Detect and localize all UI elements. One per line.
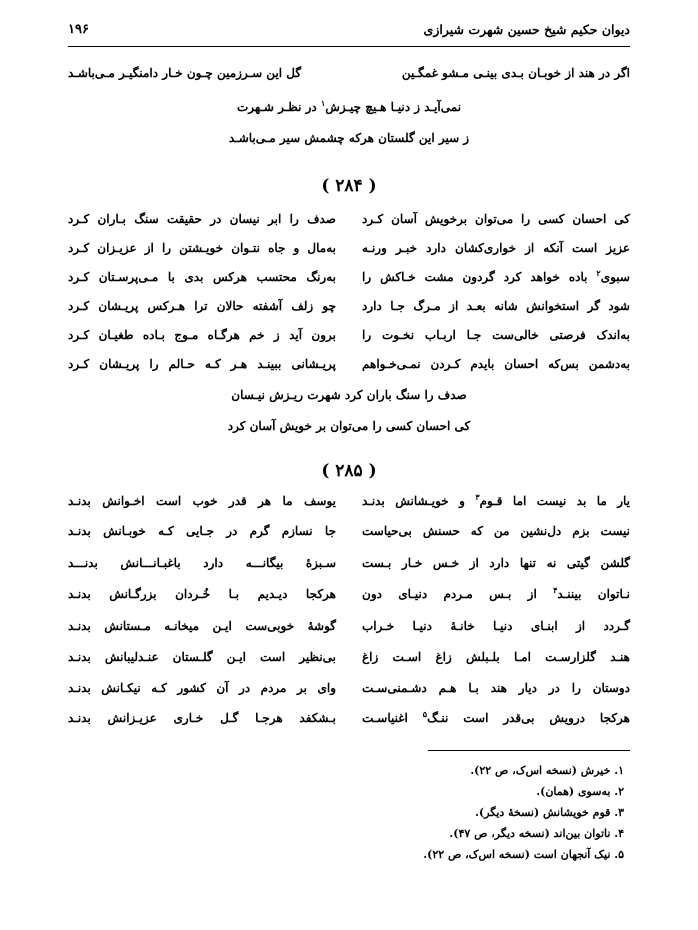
hemistich-right: کی احسان کسی را می‌توان برخویش آسان کـرد (362, 212, 630, 226)
poem-number-284: ( ۲۸۴ ) (321, 176, 377, 196)
hemistich-left: برون آید ز خم هرگـاه مـوج بـاده طغیـان کـرد (68, 328, 336, 342)
bayt (68, 241, 630, 261)
intro-bayt-1 (68, 66, 630, 86)
page-number: ۱۹۶ (68, 22, 89, 37)
hemistich-left: صدف را ابر نیسان در حقیقت سنگ بـاران کـرد (68, 212, 336, 226)
hemistich-left: گوشهٔ خوبی‌ست ایـن میخانـه مـستانش بدنـد (68, 619, 336, 633)
hemistich-left: به‌مال و جاه نتـوان خویـشتن را از عزیـزان کـرد (68, 241, 336, 255)
hemistich-right: هرکجا درویش بی‌قدر است ننـگ$^۵$ اغنیاسـت (362, 709, 630, 725)
hemistich-left: بـشکفد هرجـا گـل خـاری عزیـزانش بدنـد (68, 711, 336, 725)
footnote: ۱. خیرش (نسخه اس‌ک، ص ۲۲). (470, 764, 624, 777)
hemistich-right: گلشن گیتی نه تنها دارد از خـس خـار بـست (362, 556, 630, 570)
footnote-ref: ۳ (475, 492, 480, 502)
bayt (68, 494, 630, 514)
hemistich-right: شود گر استخوانش شانه بعـد از مـرگ جـا دارد (362, 299, 630, 313)
footnote: ۴. ناتوان بین‌اند (نسخه دیگر، ص ۴۷). (449, 827, 624, 840)
intro-line-2: نمی‌آیـد ز دنیـا هـیچ چیـزش$^۱$ در نظـر شـهرت (236, 98, 462, 114)
bayt (68, 556, 630, 576)
bayt (68, 357, 630, 377)
bayt (68, 650, 630, 670)
footnote-ref: ۱ (320, 98, 326, 108)
closing-line-2: کی احسان کسی را می‌توان بر خویش آسان کرد (227, 419, 471, 433)
hemistich-left: هرکجا دیـدیم بـا خُـردان بزرگـانش بدنـد (68, 587, 336, 601)
hemistich-right: یار ما بد نیست اما قـوم$^۳$ و خویـشانش بدنـد (362, 492, 630, 508)
book-title: دیوان حکیم شیخ حسین شهرت شیرازی (423, 22, 630, 37)
bayt (68, 524, 630, 544)
hemistich-right: نیست بزم دل‌نشین من که حسنش بی‌حیاست (362, 524, 630, 538)
hemistich-left: پریـشانی ببینـد هـر کـه حـالم را پریـشان کـرد (68, 357, 336, 371)
hemistich-right: دوستان را در دیار هند بـا هـم دشـمنی‌سـت (362, 681, 630, 695)
page-header (68, 22, 630, 47)
footnote: ۳. قوم خویشانش (نسخهٔ دیگر). (475, 806, 624, 819)
hemistich-left: به‌رنگ محتسب هرکس بدی با مـی‌پرسـتان کـرد (68, 270, 336, 284)
hemistich-left: یوسف ما هر قدر خوب است اخـوانش بدنـد (68, 494, 336, 508)
hemistich-right: نـاتوان بیننـد$^۴$ از بـس مـردم دنیـای دون (362, 585, 630, 601)
bayt (68, 587, 630, 607)
footnote: ۵. نیک آنجهان است (نسخه اس‌ک، ص ۲۲). (423, 848, 624, 861)
hemistich-left: بی‌نظیر است ایـن گلـستان عنـدلیبانش بدنـد (68, 650, 336, 664)
hemistich-left: وای بر مردم در آن کشور کـه نیکـانش بدنـد (68, 681, 336, 695)
footnotes (423, 764, 624, 869)
hemistich-right: عزیز است آنکه از خواری‌کشان دارد خبـر ورنـه (362, 241, 630, 255)
hemistich-right: به‌دشمن بس‌که احسان بایدم کـردن نمـی‌خـواهم (362, 357, 630, 371)
hemistich-right: سبوی$^۲$ باده خواهد کرد گردون مشت خـاکش را (362, 268, 630, 284)
hemistich-right: هنـد گلزارسـت امـا بلـبلش زاغ اسـت زاغ (362, 650, 630, 664)
footnote-ref: ۵ (422, 709, 428, 719)
bayt (68, 619, 630, 639)
hemistich-right: به‌اندک فرصتی خالی‌ست جـا اربـاب نخـوت را (362, 328, 630, 342)
footnote-ref: ۲ (596, 268, 601, 278)
bayt (68, 270, 630, 290)
footnote: ۲. به‌سوی (همان). (536, 785, 624, 798)
hemistich-right: اگر در هند از خوبـان بـدی بینـی مـشو غمگـین (401, 66, 630, 80)
hemistich-right: گـردد از ابنـای دنیـا خانـهٔ دنیـا خـراب (362, 619, 630, 633)
footnote-ref: ۴ (553, 585, 558, 595)
bayt (68, 681, 630, 701)
closing-line-1: صدف را سنگ باران کرد شهرت ریـزش نیـسان (231, 388, 467, 402)
intro-line-3: ز سیر این گلستان هرکه چشمش سیر مـی‌باشـد (228, 131, 470, 145)
bayt (68, 328, 630, 348)
hemistich-left: جا نسازم گرم در جـایی کـه خوبـانش بدنـد (68, 524, 336, 538)
hemistich-left: چو زلف آشفته حالان ترا هـرکس پریـشان کـرد (68, 299, 336, 313)
footnote-divider (428, 750, 630, 751)
hemistich-left: سـبزهٔ بیگانـــه دارد باغبـانـــانش بدنـــد (68, 556, 336, 570)
hemistich-left: گل این سـرزمین چـون خـار دامنگیـر مـی‌باشـد (68, 66, 302, 80)
poem-number-285: ( ۲۸۵ ) (321, 461, 377, 481)
bayt (68, 711, 630, 731)
bayt (68, 299, 630, 319)
bayt (68, 212, 630, 232)
